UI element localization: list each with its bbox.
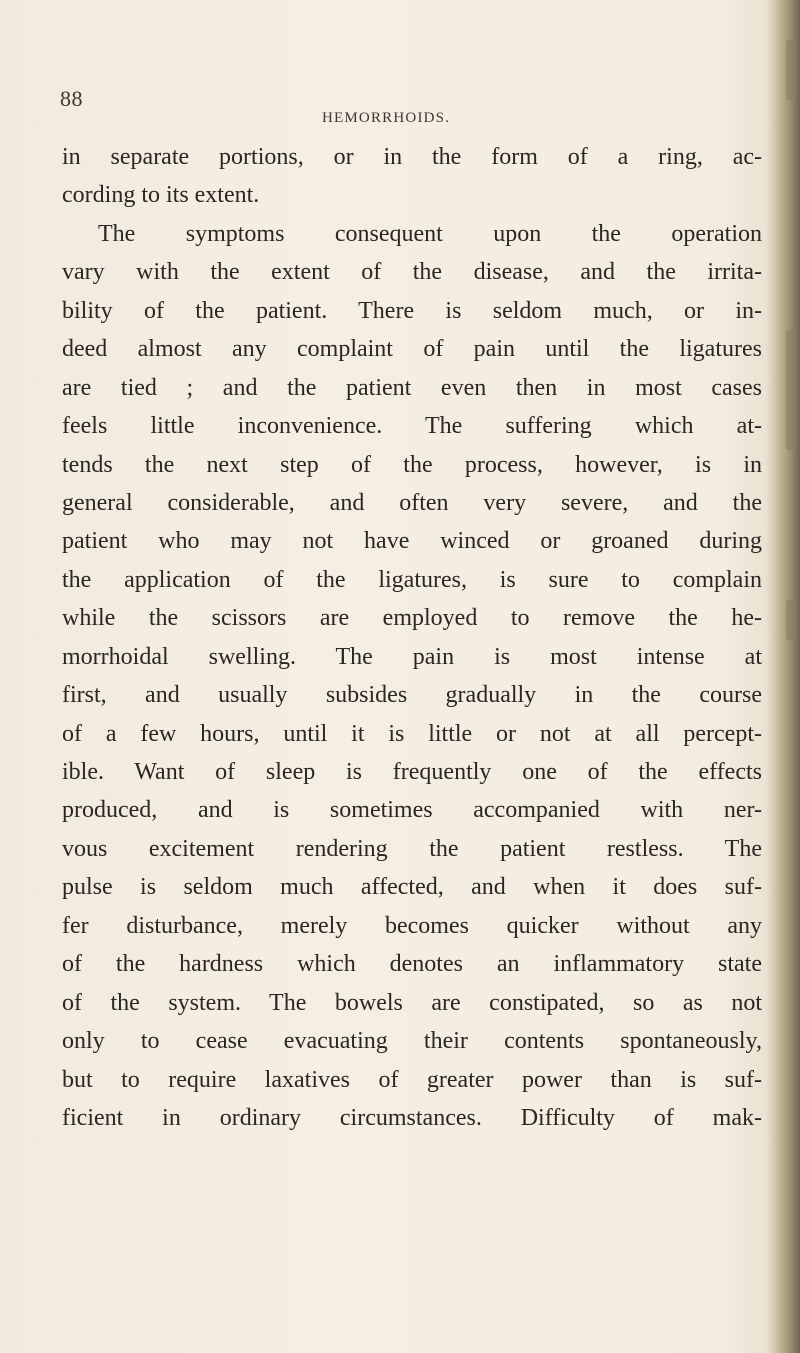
text-line: ficient in ordinary circumstances. Difficulty of mak-	[62, 1104, 762, 1131]
edge-stain	[786, 330, 796, 450]
text-line: fer disturbance, merely becomes quicker without any	[62, 912, 762, 939]
text-line: ible. Want of sleep is frequently one of the effects	[62, 759, 762, 785]
text-line: deed almost any complaint of pain until the ligatures	[62, 336, 762, 363]
text-line: produced, and is sometimes accompanied with ner-	[62, 797, 762, 824]
text-line: first, and usually subsides gradually in the course	[62, 682, 762, 709]
text-line: cording to its extent.	[62, 182, 260, 209]
text-line: of the system. The bowels are constipated, so as not	[62, 989, 762, 1016]
text-line: morrhoidal swelling. The pain is most intense at	[62, 643, 762, 670]
page-number: 88	[60, 86, 83, 111]
text-line: vary with the extent of the disease, and the irrita-	[62, 259, 762, 286]
text-line: tends the next step of the process, however, is in	[62, 451, 762, 478]
text-line: bility of the patient. There is seldom much, or in-	[62, 297, 762, 324]
body-text	[62, 138, 762, 1137]
text-line: patient who may not have winced or groaned during	[62, 528, 762, 555]
text-line: of the hardness which denotes an inflammatory state	[62, 951, 762, 978]
text-line: pulse is seldom much affected, and when it does suf-	[62, 874, 762, 901]
running-head: HEMORRHOIDS.	[322, 110, 451, 126]
text-line: only to cease evacuating their contents spontaneously,	[62, 1028, 762, 1055]
text-line: in separate portions, or in the form of a ring, ac-	[62, 144, 762, 170]
text-line: The symptoms consequent upon the operation	[98, 220, 762, 247]
text-line: but to require laxatives of greater power than is suf-	[62, 1066, 762, 1093]
text-line: are tied ; and the patient even then in most cases	[62, 374, 762, 401]
text-line: while the scissors are employed to remove the he-	[62, 605, 762, 632]
edge-stain	[786, 40, 796, 100]
text-line: vous excitement rendering the patient restless. The	[62, 835, 762, 862]
page-edge	[766, 0, 800, 1353]
text-line: general considerable, and often very severe, and the	[62, 489, 762, 516]
edge-stain	[786, 600, 796, 640]
text-line: the application of the ligatures, is sure to complain	[62, 566, 762, 593]
text-line: of a few hours, until it is little or not at all percept-	[62, 720, 762, 747]
text-line: feels little inconvenience. The suffering which at-	[62, 413, 762, 440]
